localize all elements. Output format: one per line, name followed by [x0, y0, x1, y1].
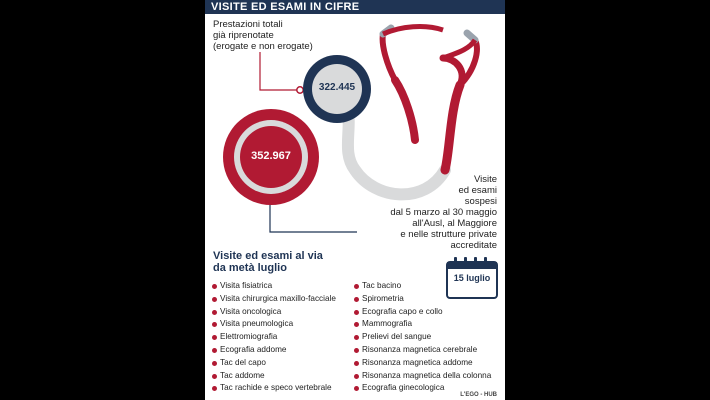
list-item: Tac addome: [211, 370, 336, 383]
list-item: Elettromiografia: [211, 331, 336, 344]
infographic-card: [205, 0, 505, 400]
list-item: Spirometria: [353, 293, 491, 306]
suspended-label-line: Visite: [473, 174, 497, 185]
totals-label-line: Prestazioni totali: [213, 19, 283, 30]
page-title: VISITE ED ESAMI IN CIFRE: [211, 1, 360, 13]
suspended-value: 352.967: [251, 150, 291, 162]
list-item: Ecografia addome: [211, 344, 336, 357]
suspended-label-line: e nelle strutture private: [400, 229, 497, 240]
section-title: [213, 250, 323, 274]
list-item: Tac bacino: [353, 280, 491, 293]
section-title-line: da metà luglio: [213, 262, 287, 274]
list-item: Tac rachide e speco vertebrale: [211, 382, 336, 395]
totals-label-line: già riprenotate: [213, 30, 274, 41]
suspended-label: [390, 174, 497, 251]
suspended-label-line: dal 5 marzo al 30 maggio: [390, 207, 497, 218]
stethoscope-icon: [345, 27, 477, 195]
list-item: Visita chirurgica maxillo-facciale: [211, 293, 336, 306]
credit: L'EGO - HUB: [460, 392, 497, 398]
exam-list-left: [211, 280, 336, 395]
totals-value: 322.445: [318, 82, 356, 93]
list-item: Visita fisiatrica: [211, 280, 336, 293]
suspended-label-line: sospesi: [464, 196, 497, 207]
suspended-label-line: all'Ausl, al Maggiore: [412, 218, 497, 229]
list-item: Visita pneumologica: [211, 318, 336, 331]
title-bar: [205, 0, 505, 14]
section-title-line: Visite ed esami al via: [213, 250, 323, 262]
list-item: Visita oncologica: [211, 306, 336, 319]
list-item: Risonanza magnetica addome: [353, 357, 491, 370]
list-item: Ecografia capo e collo: [353, 306, 491, 319]
list-item: Risonanza magnetica della colonna: [353, 370, 491, 383]
list-item: Tac del capo: [211, 357, 336, 370]
suspended-label-line: ed esami: [458, 185, 497, 196]
suspended-label-line: accreditate: [450, 240, 497, 251]
list-item: Risonanza magnetica cerebrale: [353, 344, 491, 357]
totals-label-line: (erogate e non erogate): [213, 41, 313, 52]
totals-label: [213, 19, 313, 52]
exam-list-right: [353, 280, 491, 395]
list-item: Mammografia: [353, 318, 491, 331]
list-item: Ecografia ginecologica: [353, 382, 491, 395]
list-item: Prelievi del sangue: [353, 331, 491, 344]
calendar-date: 15 luglio: [453, 273, 491, 283]
